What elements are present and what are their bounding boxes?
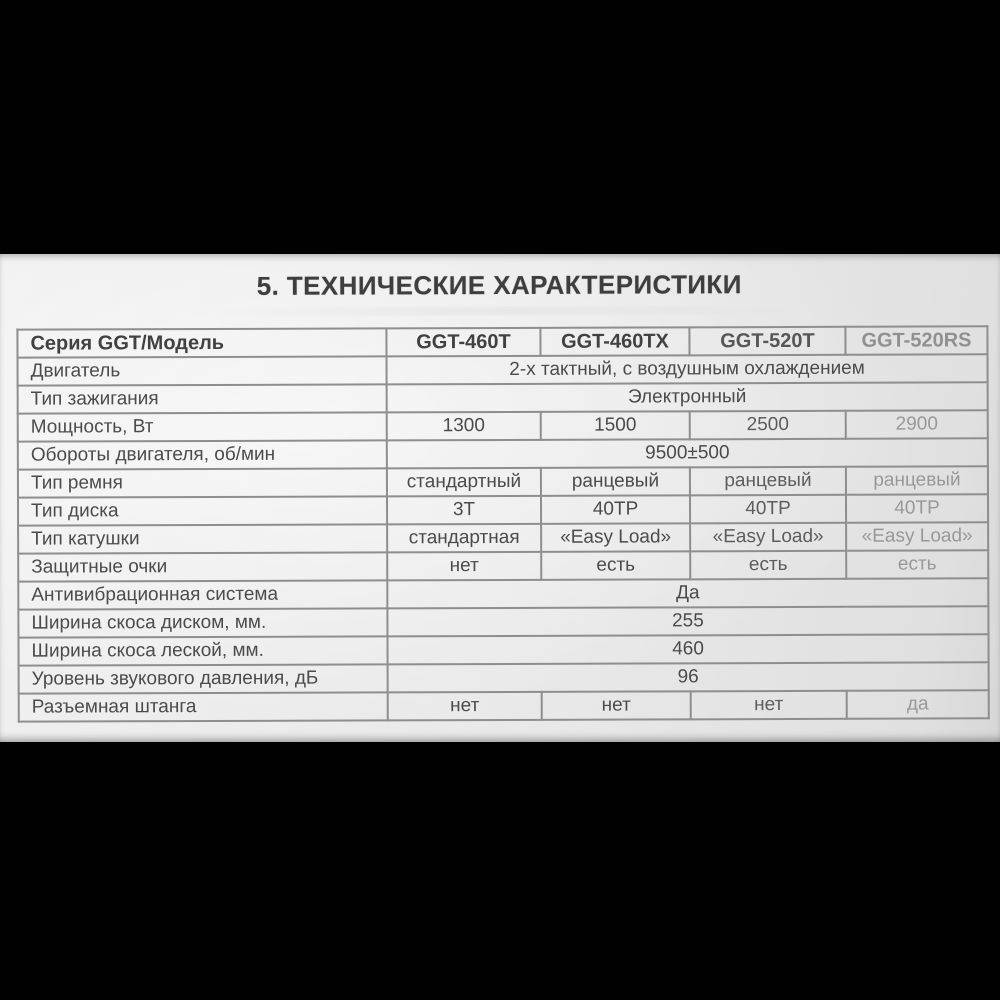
value-cell: есть — [541, 551, 690, 580]
row-label: Обороты двигателя, об/мин — [18, 440, 387, 469]
value-cell: 1500 — [541, 411, 690, 440]
row-label: Двигатель — [18, 356, 387, 385]
header-model-ggt-460t: GGT-460T — [386, 328, 540, 357]
value-cell: нет — [691, 691, 847, 720]
span-value-cell: Да — [387, 578, 988, 608]
value-cell: 3Т — [387, 496, 541, 525]
value-cell: «Easy Load» — [541, 523, 690, 552]
row-label: Тип ремня — [18, 468, 387, 497]
row-spool-type — [18, 522, 988, 553]
row-split-shaft — [19, 690, 989, 721]
value-cell: нет — [387, 552, 541, 581]
value-cell: ранцевый — [690, 467, 846, 496]
row-sound-pressure-level — [19, 662, 989, 693]
value-cell: нет — [542, 691, 691, 720]
value-cell: 1300 — [387, 412, 541, 441]
value-cell: 2500 — [690, 411, 846, 440]
span-value-cell: Электронный — [387, 382, 988, 412]
header-model-ggt-460tx: GGT-460TX — [540, 327, 689, 356]
value-cell: стандартная — [387, 524, 541, 553]
page-content — [0, 252, 1000, 743]
row-belt-type — [18, 466, 988, 497]
span-value-cell: 9500±500 — [387, 438, 988, 468]
value-cell: есть — [846, 550, 988, 578]
value-cell: есть — [690, 551, 846, 580]
row-label: Уровень звукового давления, дБ — [19, 664, 388, 693]
row-disc-type — [18, 494, 988, 525]
row-label: Ширина скоса диском, мм. — [18, 608, 387, 637]
spec-table — [16, 325, 989, 722]
document-page — [0, 254, 1000, 742]
row-ignition-type — [18, 382, 988, 413]
value-cell: нет — [388, 692, 542, 721]
value-cell: ранцевый — [541, 467, 690, 496]
row-label: Тип зажигания — [18, 384, 387, 413]
row-engine-rpm — [18, 438, 988, 469]
header-model-ggt-520t: GGT-520T — [689, 327, 845, 356]
header-model-ggt-520rs: GGT-520RS — [845, 326, 987, 354]
row-safety-glasses — [18, 550, 988, 581]
row-label: Антивибрационная система — [18, 580, 387, 609]
row-cut-width-line — [18, 634, 988, 665]
row-antivibration-system — [18, 578, 988, 609]
page-title: 5. ТЕХНИЧЕСКИЕ ХАРАКТЕРИСТИКИ — [256, 269, 742, 301]
header-series-model-label: Серия GGT/Модель — [17, 328, 386, 357]
row-label: Тип катушки — [18, 524, 387, 553]
row-cut-width-disc — [18, 606, 988, 637]
row-label: Разъемная штанга — [19, 692, 388, 721]
value-cell: 40ТР — [846, 494, 988, 522]
span-value-cell: 2-х тактный, с воздушным охлаждением — [387, 354, 988, 384]
value-cell: 40ТР — [541, 495, 690, 524]
row-label: Тип диска — [18, 496, 387, 525]
row-power — [18, 410, 988, 441]
span-value-cell: 255 — [387, 606, 988, 636]
value-cell: «Easy Load» — [690, 523, 846, 552]
row-label: Ширина скоса леской, мм. — [18, 636, 387, 665]
scan-smudge — [119, 305, 879, 318]
value-cell: да — [847, 690, 989, 718]
table-header-row — [17, 326, 987, 357]
value-cell: стандартный — [387, 468, 541, 497]
span-value-cell: 96 — [388, 662, 989, 692]
row-engine — [18, 354, 988, 385]
value-cell: ранцевый — [846, 466, 988, 494]
value-cell: «Easy Load» — [846, 522, 988, 550]
row-label: Мощность, Вт — [18, 412, 387, 441]
value-cell: 40ТР — [690, 495, 846, 524]
span-value-cell: 460 — [387, 634, 988, 664]
value-cell: 2900 — [846, 410, 988, 438]
row-label: Защитные очки — [18, 552, 387, 581]
